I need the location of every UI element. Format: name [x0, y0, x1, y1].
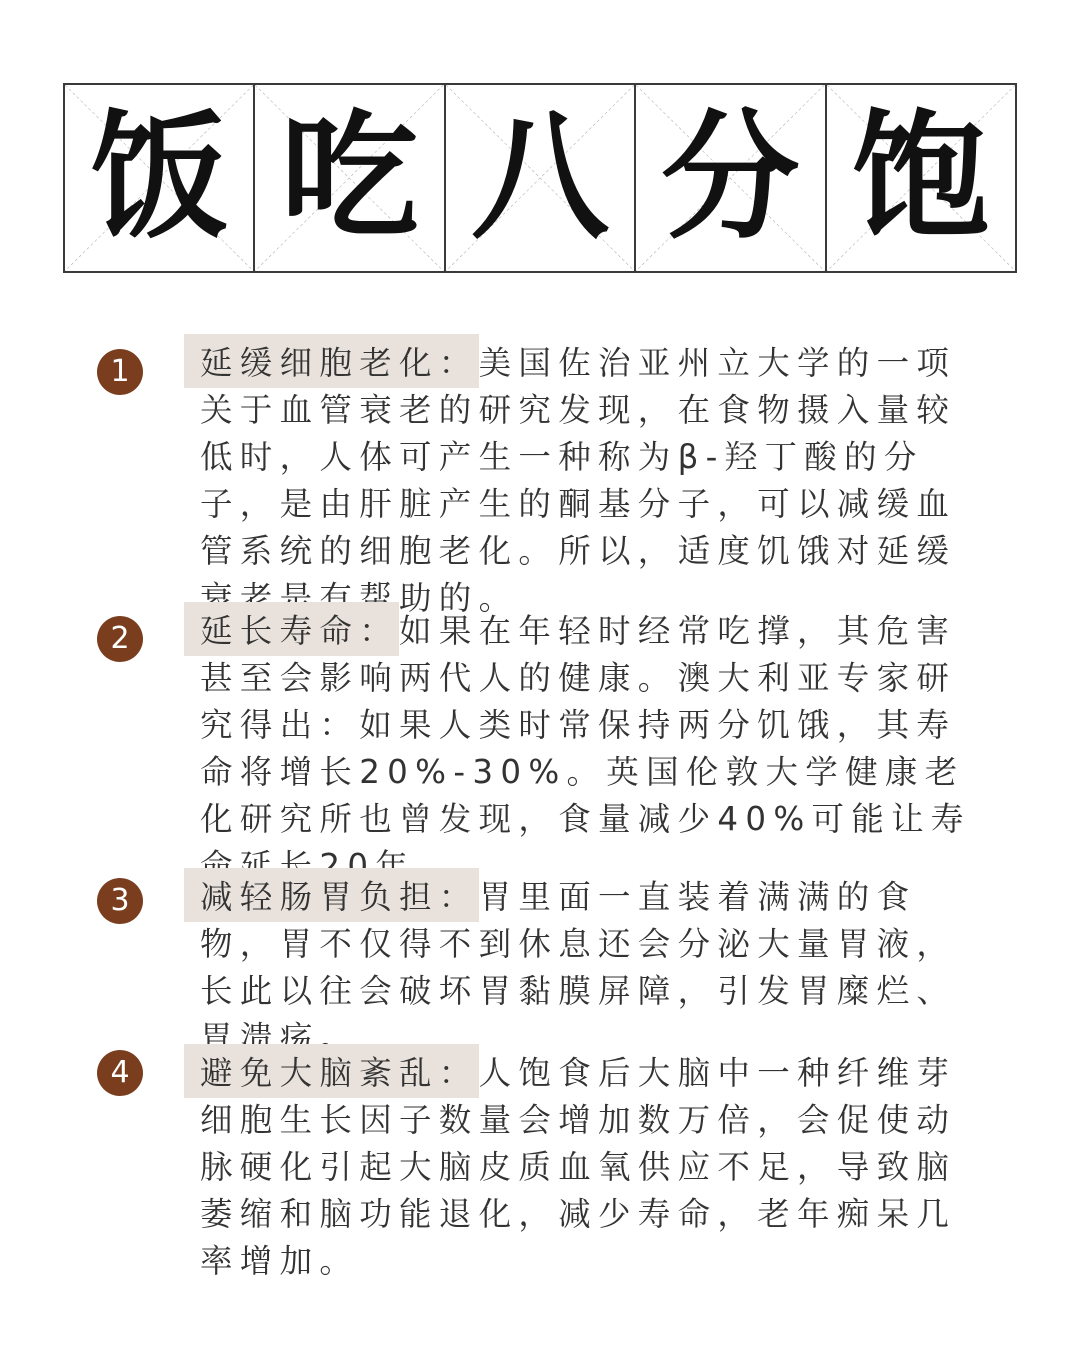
section-paragraph	[200, 608, 986, 890]
section-paragraph	[200, 874, 986, 1062]
title-char: 饭	[90, 97, 229, 258]
title-cell-2	[255, 85, 445, 271]
section-heading: 延长寿命：	[200, 612, 400, 650]
title-grid	[63, 83, 1017, 273]
section-heading: 延缓细胞老化：	[200, 344, 479, 382]
section-paragraph	[200, 1050, 986, 1285]
title-char: 八	[471, 97, 610, 258]
section-text: 如果在年轻时经常吃撑，其危害甚至会影响两代人的健康。澳大利亚专家研究得出：如果人类时常保持两分饥饿，其寿命将增长20%-30%。英国伦敦大学健康老化研究所也曾发现，食量减少40%可能让寿命延长20年。	[200, 612, 971, 885]
section-text: 人饱食后大脑中一种纤维芽细胞生长因子数量会增加数万倍，会促使动脉硬化引起大脑皮质血氧供应不足，导致脑萎缩和脑功能退化，减少寿命，老年痴呆几率增加。	[200, 1054, 957, 1280]
section-text: 美国佐治亚州立大学的一项关于血管衰老的研究发现，在食物摄入量较低时，人体可产生一种称为β-羟丁酸的分子，是由肝脏产生的酮基分子，可以减缓血管系统的细胞老化。所以，适度饥饿对延缓衰老是有帮助的。	[200, 344, 957, 617]
number-badge: 1	[97, 349, 143, 395]
title-cell-1	[65, 85, 255, 271]
number-badge: 2	[97, 616, 143, 662]
number-badge: 3	[97, 878, 143, 924]
section-heading: 减轻肠胃负担：	[200, 878, 479, 916]
section-heading: 避免大脑紊乱：	[200, 1054, 479, 1092]
title-cell-5	[827, 85, 1015, 271]
title-char: 分	[661, 97, 800, 258]
title-char: 饱	[851, 97, 990, 258]
title-cell-3	[446, 85, 636, 271]
title-char: 吃	[280, 97, 419, 258]
number-badge: 4	[97, 1050, 143, 1096]
section-paragraph	[200, 340, 986, 622]
section-text: 胃里面一直装着满满的食物，胃不仅得不到休息还会分泌大量胃液，长此以往会破坏胃黏膜屏障，引发胃糜烂、胃溃疡。	[200, 878, 957, 1057]
title-cell-4	[636, 85, 826, 271]
